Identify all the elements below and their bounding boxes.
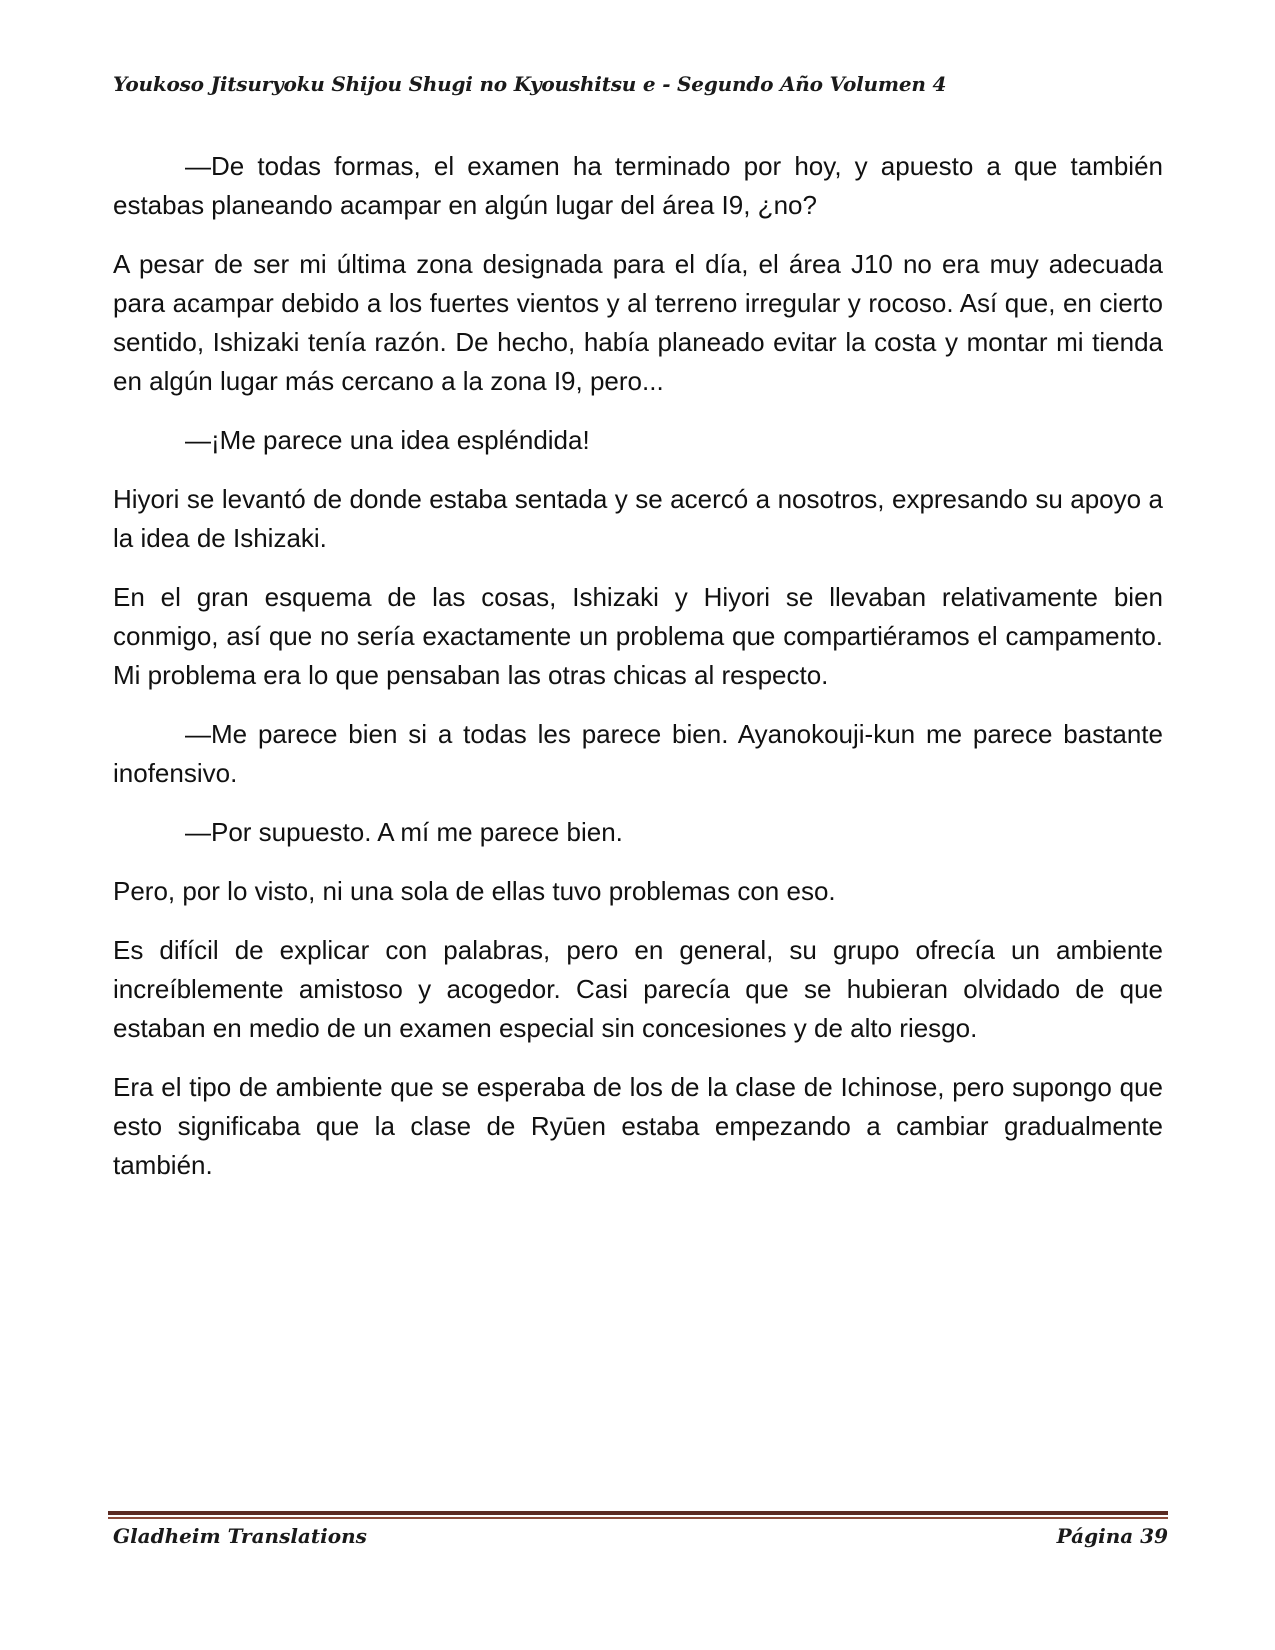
paragraph-dialog: —De todas formas, el examen ha terminado por hoy, y apuesto a que también estabas planeando acampar en algún lugar del área I9, ¿no? [113, 151, 1163, 220]
paragraph-narration: Es difícil de explicar con palabras, pero en general, su grupo ofrecía un ambiente increíblemente amistoso y acogedor. Casi parecía que se hubieran olvidado de que estaban en medio de un examen especial sin concesiones y de alto riesgo. [113, 935, 1163, 1043]
paragraph-narration: A pesar de ser mi última zona designada para el día, el área J10 no era muy adecuada para acampar debido a los fuertes vientos y al terreno irregular y rocoso. Así que, en cierto sentido, Ishizaki tenía razón. De hecho, había planeado evitar la costa y montar mi tienda en algún lugar más cercano a la zona I9, pero... [113, 249, 1163, 396]
paragraph-narration: Era el tipo de ambiente que se esperaba de los de la clase de Ichinose, pero supongo que esto significaba que la clase de Ryūen estaba empezando a cambiar gradualmente también. [113, 1072, 1163, 1180]
paragraph-dialog: —Me parece bien si a todas les parece bien. Ayanokouji-kun me parece bastante inofensivo. [113, 719, 1163, 788]
footer-divider-thin [108, 1517, 1168, 1519]
paragraph-dialog: —Por supuesto. A mí me parece bien. [185, 817, 623, 847]
page-number: Página 39 [1056, 1524, 1168, 1548]
running-header: Youkoso Jitsuryoku Shijou Shugi no Kyoushitsu e - Segundo Año Volumen 4 [113, 72, 947, 96]
paragraph-dialog: —¡Me parece una idea espléndida! [185, 425, 590, 455]
paragraph-narration: Pero, por lo visto, ni una sola de ellas tuvo problemas con eso. [113, 876, 836, 906]
footer-divider-thick [108, 1511, 1168, 1515]
footer-divider [108, 1511, 1168, 1519]
paragraph-narration: Hiyori se levantó de donde estaba sentada y se acercó a nosotros, expresando su apoyo a la idea de Ishizaki. [113, 484, 1163, 553]
page-body [113, 147, 1163, 1205]
footer-credit: Gladheim Translations [113, 1524, 367, 1548]
paragraph-narration: En el gran esquema de las cosas, Ishizaki y Hiyori se llevaban relativamente bien conmigo, así que no sería exactamente un problema que compartiéramos el campamento. Mi problema era lo que pensaban las otras chicas al respecto. [113, 582, 1163, 690]
